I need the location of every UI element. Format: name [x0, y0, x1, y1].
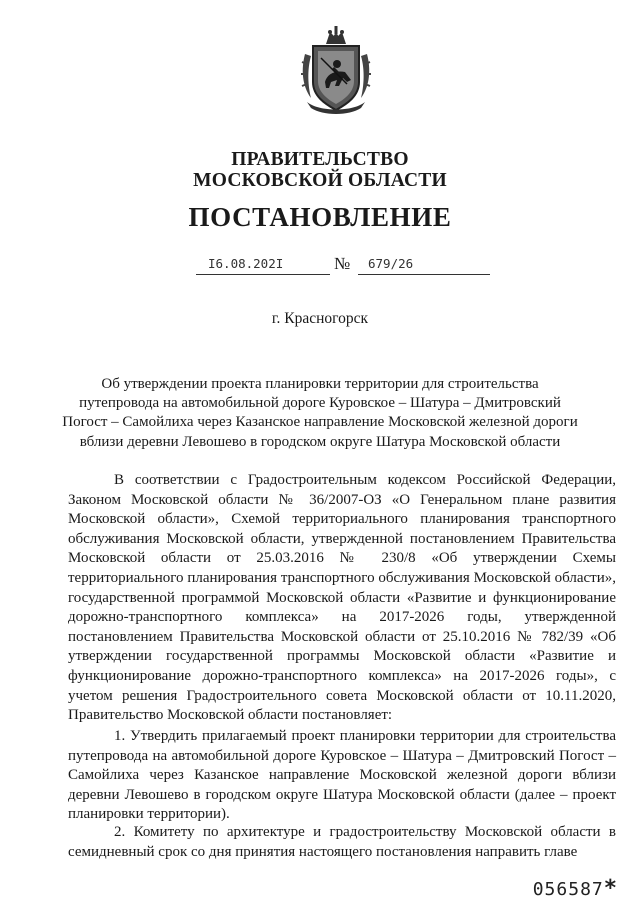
- document-type-heading: ПОСТАНОВЛЕНИЕ: [188, 202, 452, 232]
- government-name-line1: ПРАВИТЕЛЬСТВО: [231, 149, 409, 170]
- city-name: г. Красногорск: [271, 310, 369, 327]
- document-number: 679/26: [368, 256, 414, 271]
- document-date: I6.08.202I: [208, 256, 284, 271]
- government-name-line2: МОСКОВСКОЙ ОБЛАСТИ: [193, 170, 447, 191]
- serial-stamp: [533, 876, 618, 901]
- date-field: [196, 256, 330, 275]
- number-sign: №: [334, 254, 351, 273]
- document-title: Об утверждении проекта планировки территории для строительства путепровода на автомобильной дороге Куровское – Шатура – Дмитровский Погост – Самойлиха через Казанское направление Московской железной дороги вблизи деревни Левошево в городском округе Шатура Московской области: [62, 376, 578, 450]
- paragraph-text: 1. Утвердить прилагаемый проект планировки территории для строительства путепровода на автомобильной дороге Куровское – Шатура – Дмитровский Погост – Самойлиха через Казанское направление Московской железной дороги вблизи деревни Левошево в городском округе Шатура Московской области (далее – проект планировки территории).: [68, 728, 616, 823]
- paragraph-text: В соответствии с Градостроительным кодексом Российской Федерации, Законом Московской области № 36/2007-ОЗ «О Генеральном плане развития Московской области», Схемой территориального планирования транспортного обслуживания Московской области, утвержденной постановлением Правительства Московской области от 25.03.2016 № 230/8 «Об утверждении Схемы территориального планирования транспортного обслуживания Московской области», государственной программой Московской области «Развитие и функционирование дорожно-транспортного комплекса» на 2017-2026 годы, утвержденной постановлением Правительства Московской области от 25.10.2016 № 782/39 «Об утверждении государственной программы Московской области «Развитие и функционирование дорожно-транспортного комплекса» на 2017-2026 годы», с учетом решения Градостроительного совета Московской области от 10.11.2020, Правительство Московской области постановляет:: [68, 472, 616, 724]
- paragraph-text: 2. Комитету по архитектуре и градостроительству Московской области в семидневный срок со дня принятия настоящего постановления направить главе: [68, 824, 616, 860]
- body-paragraph-2: [68, 727, 616, 825]
- serial-star-mark: *: [603, 876, 618, 901]
- body-paragraph-1: [68, 471, 616, 726]
- moscow-oblast-coat-of-arms-icon: [299, 24, 373, 116]
- serial-number: 056587: [532, 879, 604, 900]
- number-field: [358, 256, 490, 275]
- body-paragraph-3: [68, 823, 616, 862]
